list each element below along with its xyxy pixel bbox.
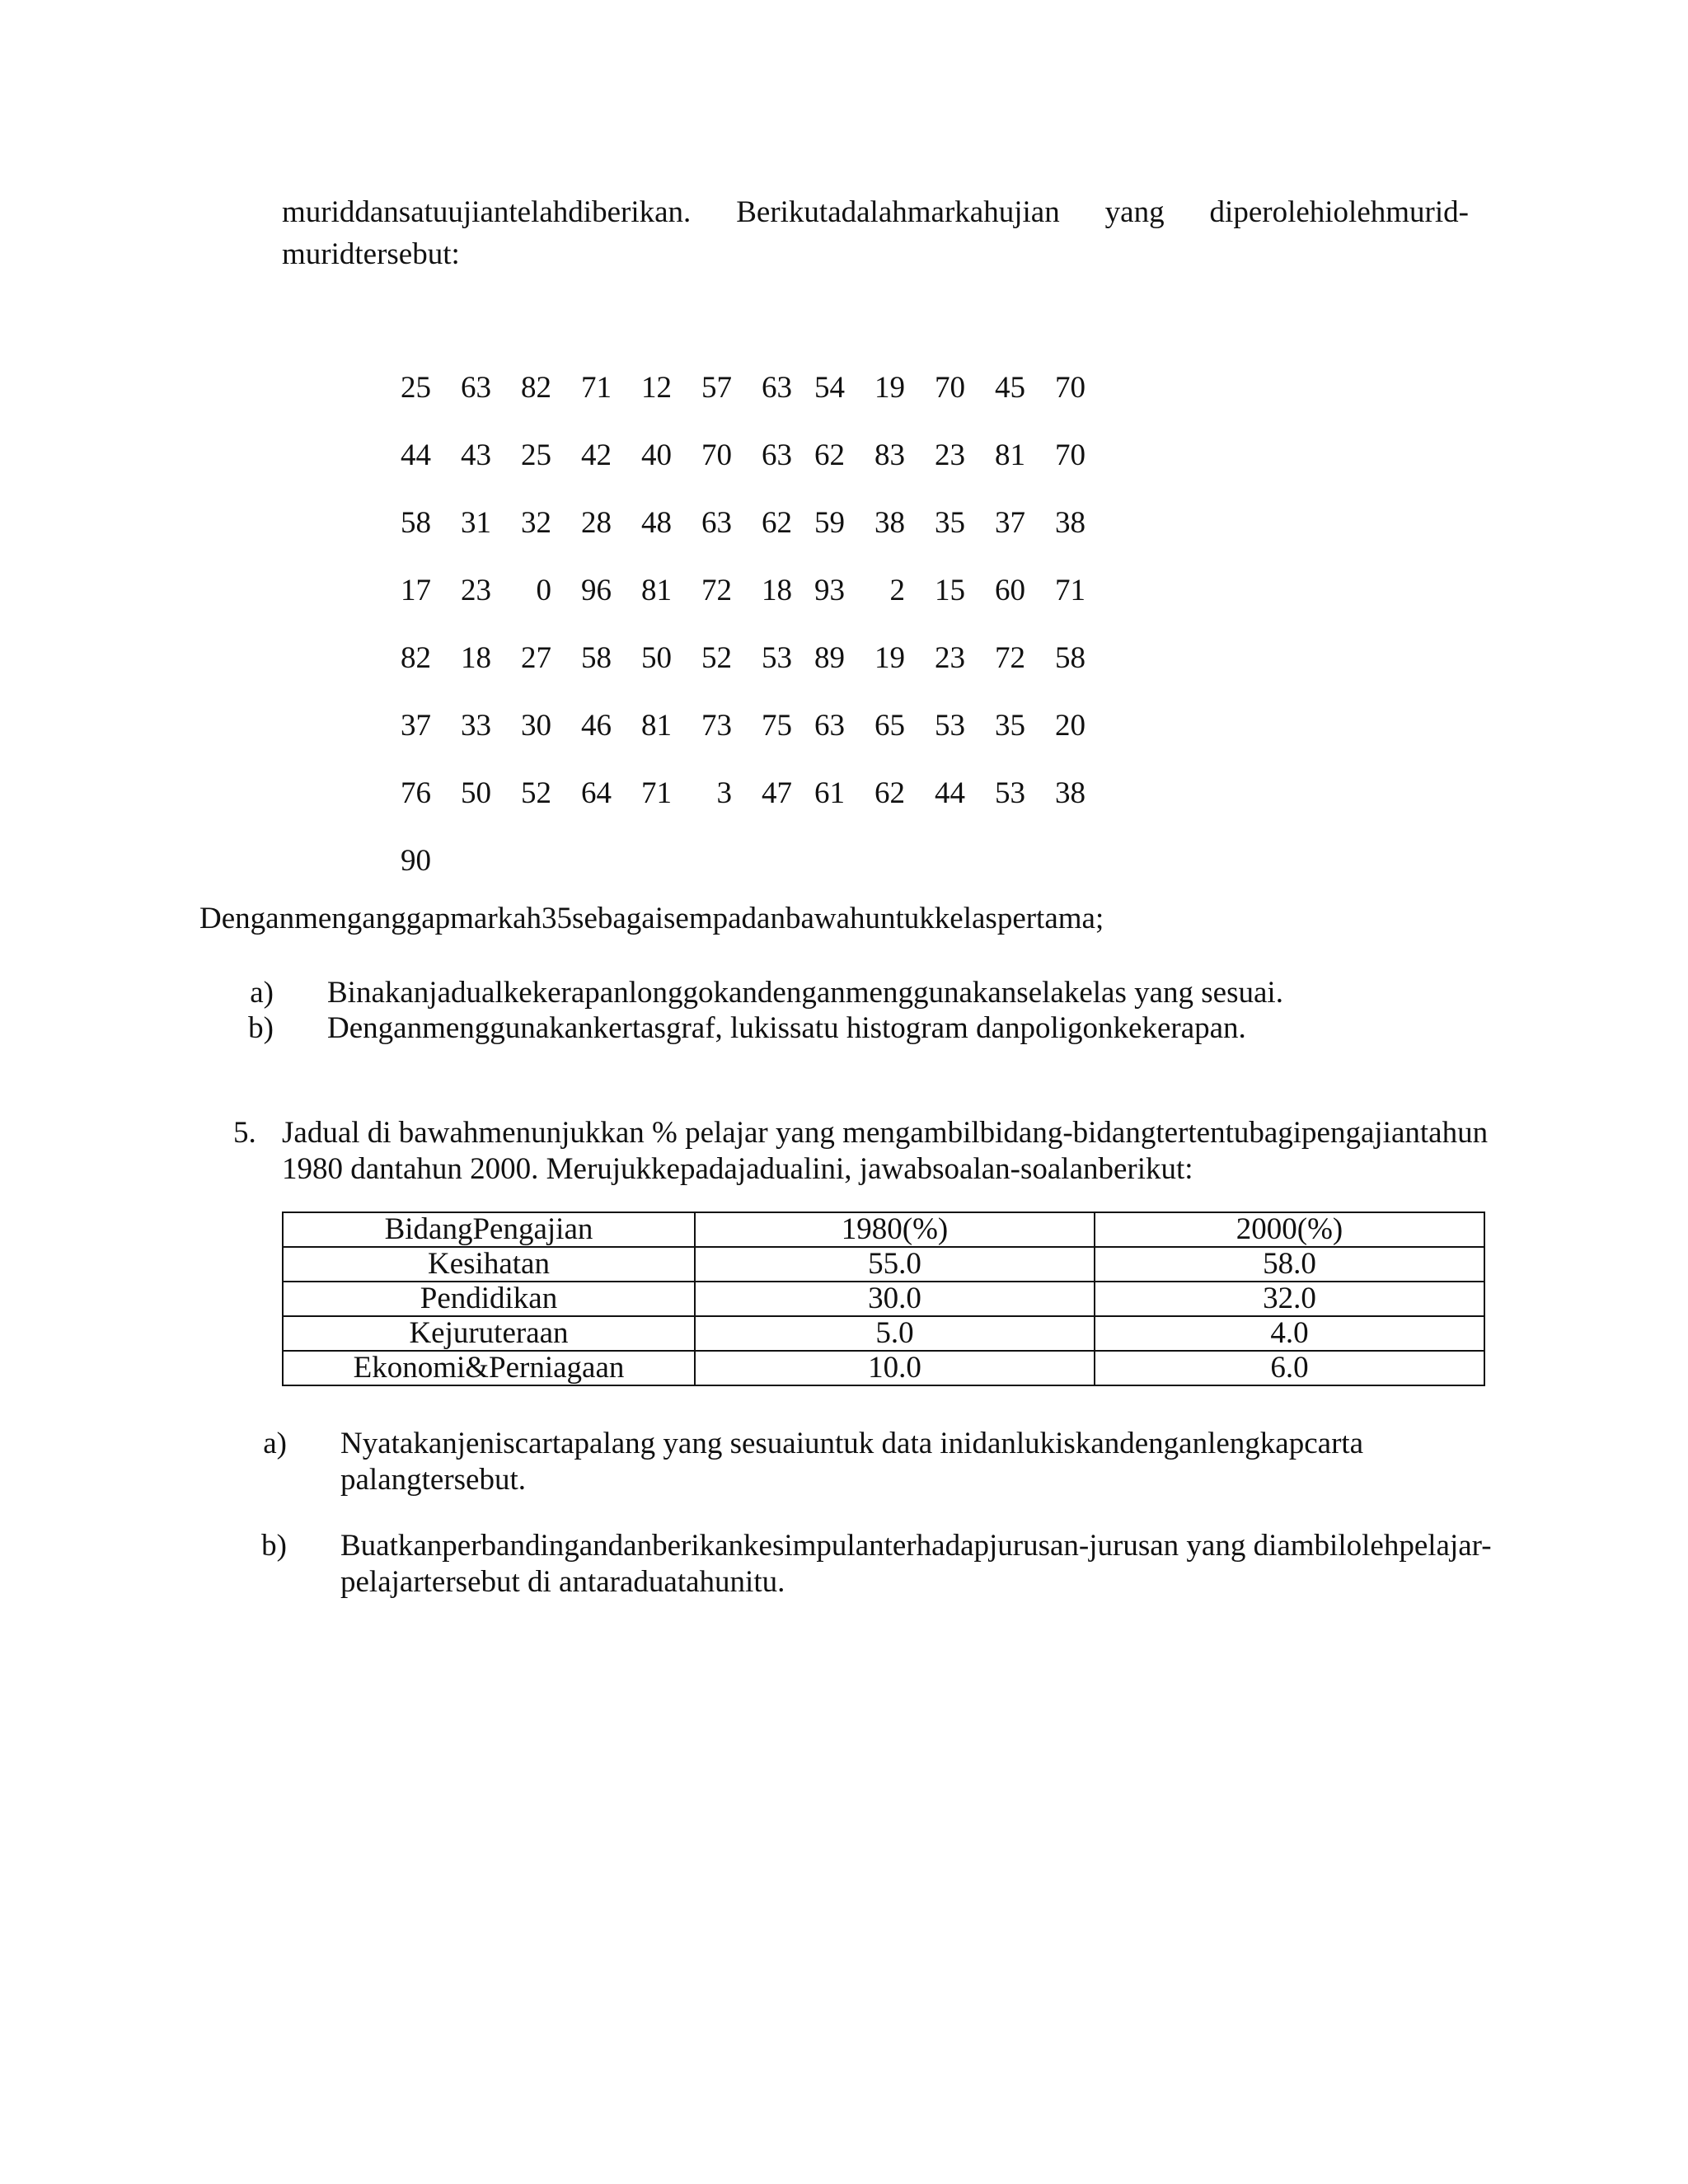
mark-value: 64 [581, 776, 612, 810]
mark-value: 42 [581, 438, 612, 472]
mark-value: 12 [641, 371, 672, 405]
mark-value: 62 [762, 506, 792, 540]
mark-value: 35 [995, 709, 1025, 743]
mark-value: 75 [762, 709, 792, 743]
table-row [283, 1282, 1484, 1316]
mark-value: 18 [461, 641, 491, 675]
mark-value: 52 [521, 776, 551, 810]
task-label: a) [250, 976, 274, 1010]
table-row [283, 1247, 1484, 1282]
mark-value: 35 [935, 506, 965, 540]
mark-value: 52 [701, 641, 732, 675]
mark-value: 70 [935, 371, 965, 405]
mark-value: 58 [401, 506, 431, 540]
table-cell: 30.0 [695, 1282, 1095, 1316]
mark-value: 53 [995, 776, 1025, 810]
intro-word: muriddansatuujiantelahdiberikan. [282, 195, 692, 229]
question-number: 5. [233, 1116, 256, 1150]
q5-intro-line-1: Jadual di bawahmenunjukkan % pelajar yang mengambilbidang-bidangtertentubagipengajiantahun [282, 1116, 1489, 1150]
table-cell: Ekonomi&Perniagaan [283, 1351, 695, 1385]
intro-paragraph-line-1 [282, 194, 1469, 232]
mark-value: 38 [874, 506, 905, 540]
mark-value: 81 [995, 438, 1025, 472]
q5-intro-line-2: 1980 dantahun 2000. Merujukkepadajadualini, jawabsoalan-soalanberikut: [282, 1152, 1193, 1186]
mark-value: 15 [935, 574, 965, 607]
mark-value: 58 [1055, 641, 1085, 675]
mark-value: 47 [762, 776, 792, 810]
mark-value: 57 [701, 371, 732, 405]
mark-value: 17 [401, 574, 431, 607]
mark-value: 72 [995, 641, 1025, 675]
task-label: a) [263, 1427, 287, 1460]
mark-value: 59 [814, 506, 845, 540]
mark-value: 73 [701, 709, 732, 743]
study-field-table [282, 1212, 1485, 1386]
mark-value: 82 [521, 371, 551, 405]
mark-value: 62 [874, 776, 905, 810]
mark-value: 20 [1055, 709, 1085, 743]
mark-value: 70 [1055, 371, 1085, 405]
mark-value: 0 [536, 574, 551, 607]
mark-value: 32 [521, 506, 551, 540]
table-header: BidangPengajian [283, 1212, 695, 1247]
mark-value: 93 [814, 574, 845, 607]
table-row [283, 1316, 1484, 1351]
mark-value: 30 [521, 709, 551, 743]
mark-value: 70 [1055, 438, 1085, 472]
mark-value: 82 [401, 641, 431, 675]
table-header: 1980(%) [695, 1212, 1095, 1247]
mark-value: 96 [581, 574, 612, 607]
task-text: Denganmenggunakankertasgraf, lukissatu histogram danpoligonkekerapan. [327, 1011, 1246, 1045]
mark-value: 38 [1055, 506, 1085, 540]
intro-word: yang [1104, 195, 1165, 229]
task-text-line-1: Nyatakanjeniscartapalang yang sesuaiuntuk data inidanlukiskandenganlengkapcarta [340, 1427, 1364, 1460]
mark-value: 23 [935, 641, 965, 675]
mark-value: 18 [762, 574, 792, 607]
mark-value: 71 [1055, 574, 1085, 607]
mark-value: 81 [641, 574, 672, 607]
intro-paragraph-line-2: muridtersebut: [282, 237, 460, 271]
mark-value: 83 [874, 438, 905, 472]
task-text-line-2: pelajartersebut di antaraduatahunitu. [340, 1565, 785, 1599]
class-boundary-condition: Denganmenganggapmarkah35sebagaisempadanbawahuntukkelaspertama; [199, 902, 1104, 935]
table-cell: 10.0 [695, 1351, 1095, 1385]
mark-value: 23 [461, 574, 491, 607]
task-text-line-2: palangtersebut. [340, 1463, 526, 1497]
intro-word: Berikutadalahmarkahujian [736, 195, 1060, 229]
mark-value: 27 [521, 641, 551, 675]
mark-value: 28 [581, 506, 612, 540]
task-label: b) [248, 1011, 274, 1045]
mark-value: 46 [581, 709, 612, 743]
table-header-row [283, 1212, 1484, 1247]
mark-value: 53 [762, 641, 792, 675]
mark-value: 62 [814, 438, 845, 472]
mark-value: 43 [461, 438, 491, 472]
mark-value: 48 [641, 506, 672, 540]
mark-value: 19 [874, 641, 905, 675]
mark-value: 44 [401, 438, 431, 472]
task-text-line-1: Buatkanperbandingandanberikankesimpulanterhadapjurusan-jurusan yang diambilolehpelajar- [340, 1529, 1492, 1563]
table-cell: 5.0 [695, 1316, 1095, 1351]
mark-value: 90 [401, 844, 431, 878]
mark-value: 60 [995, 574, 1025, 607]
mark-value: 81 [641, 709, 672, 743]
table-cell: 4.0 [1095, 1316, 1484, 1351]
mark-value: 53 [935, 709, 965, 743]
mark-value: 38 [1055, 776, 1085, 810]
table-header: 2000(%) [1095, 1212, 1484, 1247]
table-cell: Kejuruteraan [283, 1316, 695, 1351]
table-cell: Kesihatan [283, 1247, 695, 1282]
mark-value: 61 [814, 776, 845, 810]
mark-value: 37 [401, 709, 431, 743]
mark-value: 33 [461, 709, 491, 743]
mark-value: 63 [762, 438, 792, 472]
intro-word: diperolehiolehmurid- [1209, 195, 1469, 229]
mark-value: 45 [995, 371, 1025, 405]
table-cell: 6.0 [1095, 1351, 1484, 1385]
mark-value: 58 [581, 641, 612, 675]
mark-value: 40 [641, 438, 672, 472]
mark-value: 25 [401, 371, 431, 405]
mark-value: 76 [401, 776, 431, 810]
mark-value: 63 [814, 709, 845, 743]
mark-value: 70 [701, 438, 732, 472]
mark-value: 54 [814, 371, 845, 405]
mark-value: 65 [874, 709, 905, 743]
mark-value: 63 [762, 371, 792, 405]
table-cell: 55.0 [695, 1247, 1095, 1282]
mark-value: 2 [889, 574, 905, 607]
mark-value: 63 [461, 371, 491, 405]
mark-value: 23 [935, 438, 965, 472]
mark-value: 19 [874, 371, 905, 405]
mark-value: 63 [701, 506, 732, 540]
table-cell: Pendidikan [283, 1282, 695, 1316]
mark-value: 50 [641, 641, 672, 675]
mark-value: 44 [935, 776, 965, 810]
mark-value: 71 [581, 371, 612, 405]
mark-value: 71 [641, 776, 672, 810]
table-cell: 58.0 [1095, 1247, 1484, 1282]
mark-value: 72 [701, 574, 732, 607]
mark-value: 25 [521, 438, 551, 472]
mark-value: 89 [814, 641, 845, 675]
table-cell: 32.0 [1095, 1282, 1484, 1316]
table-row [283, 1351, 1484, 1385]
mark-value: 3 [716, 776, 732, 810]
task-label: b) [261, 1529, 287, 1563]
task-text: Binakanjadualkekerapanlonggokandenganmenggunakanselakelas yang sesuai. [327, 976, 1283, 1010]
mark-value: 50 [461, 776, 491, 810]
mark-value: 31 [461, 506, 491, 540]
mark-value: 37 [995, 506, 1025, 540]
